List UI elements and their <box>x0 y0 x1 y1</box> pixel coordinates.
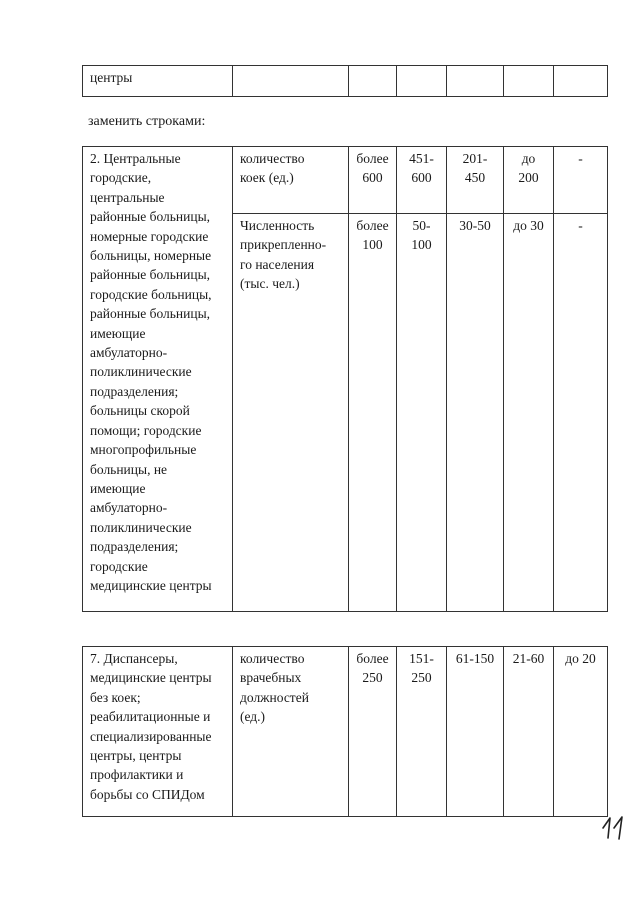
cell-empty <box>554 66 608 97</box>
table-row <box>83 647 608 817</box>
cell-value: более 100 <box>349 214 397 612</box>
cell-value: 151- 250 <box>397 647 447 817</box>
cell-value: 61-150 <box>447 647 504 817</box>
handwritten-page-number <box>600 814 626 840</box>
cell-value: 21-60 <box>504 647 554 817</box>
cell-value: более 250 <box>349 647 397 817</box>
cell-value: более 600 <box>349 147 397 214</box>
cell-value: до 20 <box>554 647 608 817</box>
cell-indicator: Численность прикрепленно- го населения (тыс. чел.) <box>233 214 349 612</box>
table-row <box>83 147 608 214</box>
cell-empty <box>397 66 447 97</box>
dispensary-table <box>82 646 608 817</box>
main-table <box>82 146 608 612</box>
cell-value: - <box>554 147 608 214</box>
replace-instruction: заменить строками: <box>88 114 206 129</box>
cell-empty <box>349 66 397 97</box>
cell-empty <box>447 66 504 97</box>
cell-value: 30-50 <box>447 214 504 612</box>
cell-value: до 200 <box>504 147 554 214</box>
table-row <box>83 66 608 97</box>
cell-empty <box>504 66 554 97</box>
cell-empty <box>233 66 349 97</box>
cell-value: до 30 <box>504 214 554 612</box>
cell-value: 50- 100 <box>397 214 447 612</box>
cell-label: центры <box>83 66 233 97</box>
cell-group: 7. Диспансеры, медицинские центры без коек; реабилитационные и специализированные центры, центры профилактики и борьбы со СПИДом <box>83 647 233 817</box>
cell-value: 201- 450 <box>447 147 504 214</box>
cell-indicator: количество врачебных должностей (ед.) <box>233 647 349 817</box>
cell-value: - <box>554 214 608 612</box>
cell-group: 2. Центральные городские, центральные районные больницы, номерные городские больницы, номерные районные больницы, городские больницы, районные больницы, имеющие амбулаторно- поликлинические подразделения; больницы скорой помощи; городские многопрофильные больницы, не имеющие амбулаторно- поликлинические подразделения; городские медицинские центры <box>83 147 233 612</box>
cell-indicator: количество коек (ед.) <box>233 147 349 214</box>
top-table-fragment <box>82 65 608 97</box>
cell-value: 451- 600 <box>397 147 447 214</box>
